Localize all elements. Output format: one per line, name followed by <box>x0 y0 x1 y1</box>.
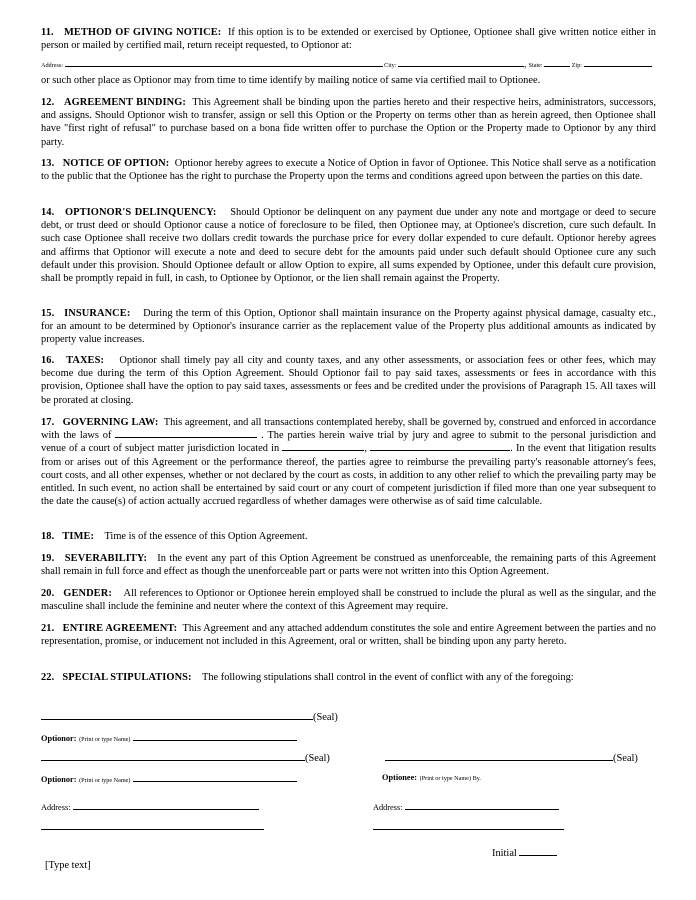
section-title: GOVERNING LAW: <box>62 417 159 428</box>
section-number: 19. <box>41 553 55 564</box>
section-text: Optionor hereby agrees to execute a Notice of Option in favor of Optionee. This Notice shall serve as a notification to the public that the Optionee has the right to purchase the Property upon the terms and conditions agreed upon between the parties on this date. <box>41 158 656 183</box>
initial-label: Initial <box>492 848 517 859</box>
section-11 <box>41 26 656 52</box>
section-number: 17. <box>41 417 55 428</box>
section-text: This Agreement and any attached addendum constitutes the sole and entire Agreement between the parties and no representation, promise, or inducement not included in this Agreement, oral or written, shall be binding upon any party hereto. <box>41 623 656 648</box>
section-14 <box>41 206 656 285</box>
optionor-2-signature-line[interactable] <box>41 751 305 761</box>
governing-state-field[interactable] <box>115 429 257 438</box>
section-title: METHOD OF GIVING NOTICE: <box>63 27 222 38</box>
optionee-address-line-2[interactable] <box>373 829 564 830</box>
after-address-text: or such other place as Optionor may from time to time identify by mailing notice of same via certified mail to Optionee. <box>41 75 541 86</box>
section-number: 11. <box>41 27 54 38</box>
section-text: The following stipulations shall control in the event of conflict with any of the foregoing: <box>202 672 574 683</box>
section-text: Time is of the essence of this Option Agreement. <box>104 531 308 542</box>
state-field[interactable] <box>544 58 570 67</box>
section-title: ENTIRE AGREEMENT: <box>62 623 178 634</box>
seal-label: (Seal) <box>613 753 638 764</box>
optionee-address-line[interactable] <box>405 800 559 810</box>
optionee-signature-line[interactable] <box>385 751 613 761</box>
section-title: GENDER: <box>63 588 112 599</box>
section-20 <box>41 587 656 613</box>
state-label: State: <box>528 62 543 69</box>
section-18 <box>41 530 656 543</box>
optionor-1-name-line[interactable] <box>133 731 297 741</box>
optionor-address-line[interactable] <box>73 800 259 810</box>
optionee-signature <box>385 751 638 765</box>
print-name-hint: (Print or type Name) <box>79 777 131 784</box>
section-22 <box>41 671 656 684</box>
section-title: TIME: <box>62 531 95 542</box>
jurisdiction-state-field[interactable] <box>370 442 510 451</box>
zip-label: Zip: <box>571 62 583 69</box>
optionor-address <box>41 800 259 814</box>
optionor-2-name-line[interactable] <box>133 772 297 782</box>
section-number: 13. <box>41 158 55 169</box>
city-label: City: <box>384 62 397 69</box>
address-label: Address: <box>41 803 71 812</box>
print-name-by-hint: (Print or type Name) By. <box>419 775 481 782</box>
section-17: 17. GOVERNING LAW: This agreement, and all transactions contemplated hereby, shall be governed by, construed and enforced in accordance with the laws of . The parties herein waive trial by jury and agree to submit to the personal jurisdiction and venue of a court of subject matter jurisdiction located in , . In the event that litigation results from or arises out of this Agreement or the performance thereof, the parties agree to reimburse the prevailing party's reasonable attorney's fees, court costs, and all other expenses, whether or not declared by the court as costs, in addition to any other relief to which the prevailing party may be entitled. In such event, no action shall be entertained by said court or any court of competent jurisdiction if filed more than one year subsequent to the date the cause(s) of action actually accrued regardless of whether damages were otherwise as of said time calculable. <box>41 417 656 508</box>
optionor-label: Optionor: <box>41 775 77 784</box>
section-16 <box>41 354 656 407</box>
section-number: 12. <box>41 97 55 108</box>
city-field[interactable] <box>398 58 524 67</box>
section-number: 14. <box>41 207 55 218</box>
section-text: In the event any part of this Option Agreement be construed as unenforceable, the remaining parts of this Agreement shall remain in full force and effect as though the unenforceable part or parts were not written into this Option Agreement. <box>41 553 657 578</box>
section-title: INSURANCE: <box>64 308 131 319</box>
initial-block <box>492 846 557 860</box>
optionor-1-name <box>41 731 297 746</box>
section-title: SPECIAL STIPULATIONS: <box>62 672 192 683</box>
type-text-footer: [Type text] <box>45 860 91 871</box>
zip-field[interactable] <box>584 58 652 67</box>
section-number: 21. <box>41 623 55 634</box>
optionee-label: Optionee: <box>382 773 418 782</box>
section-number: 18. <box>41 531 55 542</box>
section-12 <box>41 96 656 149</box>
section-title: OPTIONOR'S DELINQUENCY: <box>64 207 217 218</box>
optionor-label: Optionor: <box>41 734 77 743</box>
section-title: NOTICE OF OPTION: <box>62 158 170 169</box>
address-label: Address: <box>373 803 403 812</box>
section-21 <box>41 622 656 648</box>
section-text: Should Optionor be delinquent on any payment due under any note and mortgage or deed to secure debt, or trust deed or should Optionor cause a notice of foreclosure to be filed, then Optionee may, at Optionee's discretion, cure such default. In such case Optionee shall receive two dollars credit towards the purchase price for every dollar expended to cure default. Optionor hereby agrees and affirms that Optionor will execute a note and deed to secure debt for the amounts paid under such default should Optionee cure any such default under this provision. Should Optionee default or allow Option to expire, all sums expended by Optionee, under this default cure provision, shall be promptly repaid in full, in cash, to Optionee by Optionor, or the lien shall remain against the Property. <box>41 207 657 285</box>
section-number: 15. <box>41 308 55 319</box>
section-number: 20. <box>41 588 55 599</box>
initial-field[interactable] <box>519 846 557 856</box>
section-title: TAXES: <box>66 355 105 366</box>
section-text-c: In the event that litigation results from or arises out of this Agreement or the performance thereof, the parties agree to reimburse the prevailing party's reasonable attorney's fees, court costs, and all other expenses, whether or not declared by the court as costs, in addition to any other relief to which the prevailing party may be entitled. In such event, no action shall be entertained by said court or any court of competent jurisdiction if filed more than one year subsequent to the date the cause(s) of action actually accrued regardless of whether damages were otherwise as of said time calculable. <box>41 443 656 508</box>
section-number: 16. <box>41 355 55 366</box>
optionor-2-name <box>41 772 297 787</box>
optionor-address-line-2[interactable] <box>41 829 264 830</box>
section-text: All references to Optionor or Optionee herein employed shall be construed to include the plural as well as the singular, and the masculine shall include the feminine and neuter where the context of this Agreement may require. <box>41 588 657 613</box>
section-text: During the term of this Option, Optionor shall maintain insurance on the Property against physical damage, casualty etc., for an amount to be determined by Optionor's insurance carrier as the replacement value of the Property plus additional amounts as indicated by property value increases. <box>41 308 656 346</box>
jurisdiction-county-field[interactable] <box>282 442 364 451</box>
section-title: SEVERABILITY: <box>64 553 148 564</box>
section-text-b: . The parties herein waive trial by jury and agree to submit to the personal jurisdiction and venue of a court of subject matter jurisdiction located in <box>41 430 656 455</box>
section-text-a: This agreement, and all transactions contemplated hereby, shall be governed by, construed and enforced in accordance with the laws of <box>41 417 656 442</box>
section-text: This Agreement shall be binding upon the parties hereto and their respective heirs, administrators, successors, and assigns. Should Optionor wish to transfer, assign or sell this Option or the Property on terms other than as herein agreed, then Optionee shall have "first right of refusal" to purchase based on a bona fide written offer to purchase the Option or the Property made to Optionor by any third party. <box>41 97 657 148</box>
section-text: Optionor shall timely pay all city and county taxes, and any other assessments, or association fees or other fees, which may become due during the term of this Option Agreement. Should Optionor fail to pay said taxes, assessments or fees in accordance with this provision, Optionee shall have the option to pay said taxes, assessments or fees and be credited under the provisions of Paragraph 15. All taxes will be prorated at closing. <box>41 355 657 406</box>
section-13 <box>41 157 656 183</box>
optionee-name <box>382 772 481 785</box>
optionor-2-signature <box>41 751 330 765</box>
section-15 <box>41 307 656 347</box>
optionee-address <box>373 800 559 814</box>
section-text: If this option is to be extended or exercised by Optionee, Optionee shall give written notice either in person or mailed by certified mail, return receipt requested, to Optionor at: <box>41 27 657 52</box>
section-number: 22. <box>41 672 55 683</box>
section-19 <box>41 552 656 578</box>
address-label: Address: <box>41 62 63 69</box>
section-title: AGREEMENT BINDING: <box>64 97 186 108</box>
notice-address-form: Address: City: , State: Zip: <box>41 58 656 71</box>
optionor-1-signature-line[interactable] <box>41 710 313 720</box>
seal-label: (Seal) <box>305 753 330 764</box>
optionor-1-signature <box>41 710 338 724</box>
address-field[interactable] <box>65 58 383 67</box>
print-name-hint: (Print or type Name) <box>79 736 131 743</box>
seal-label: (Seal) <box>313 712 338 723</box>
